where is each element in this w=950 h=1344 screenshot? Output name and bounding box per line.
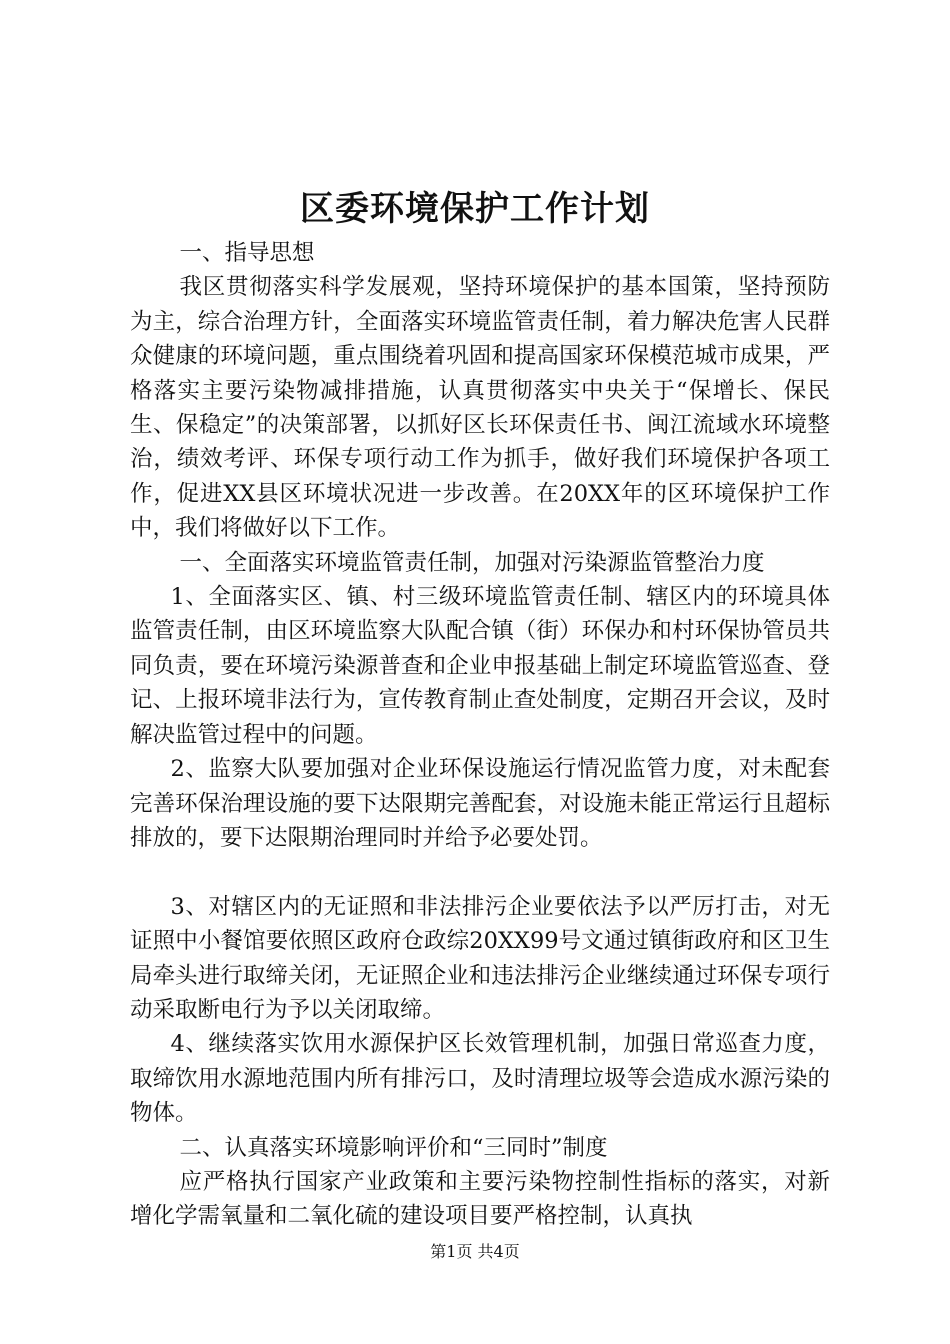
paragraph-item-2: 2、监察大队要加强对企业环保设施运行情况监管力度，对未配套完善环保治理设施的要下达限期完善配套，对设施未能正常运行且超标排放的，要下达限期治理同时并给予必要处罚。 xyxy=(130,756,830,851)
paragraph-eia: 应严格执行国家产业政策和主要污染物控制性指标的落实，对新增化学需氧量和二氧化硫的建设项目要严格控制，认真执 xyxy=(130,1168,830,1230)
blank-line xyxy=(130,855,830,889)
paragraph-guiding-ideology: 我区贯彻落实科学发展观，坚持环境保护的基本国策，坚持预防为主，综合治理方针，全面落实环境监管责任制，着力解决危害人民群众健康的环境问题，重点围绕着巩固和提高国家环保模范城市成果，严格落实主要污染物减排措施，认真贯彻落实中央关于“保增长、保民生、保稳定”的决策部署，以抓好区长环保责任书、闽江流域水环境整治，绩效考评、环保专项行动工作为抓手，做好我们环境保护各项工作，促进XX县区环境状况进一步改善。在20XX年的区环境保护工作中，我们将做好以下工作。 xyxy=(130,274,830,542)
section-heading-supervision: 一、全面落实环境监管责任制，加强对污染源监管整治力度 xyxy=(179,549,765,576)
paragraph-item-4: 4、继续落实饮用水源保护区长效管理机制，加强日常巡查力度，取缔饮用水源地范围内所有排污口，及时清理垃圾等会造成水源污染的物体。 xyxy=(130,1031,830,1127)
paragraph-item-1: 1、全面落实区、镇、村三级环境监管责任制、辖区内的环境具体监管责任制，由区环境监察大队配合镇（街）环保办和村环保协管员共同负责，要在环境污染源普查和企业申报基础上制定环境监管巡查、登记、上报环境非法行为，宣传教育制止查处制度，定期召开会议，及时解决监管过程中的问题。 xyxy=(130,584,830,748)
document-body xyxy=(130,236,830,1234)
section-heading-guiding-ideology: 一、指导思想 xyxy=(179,240,315,266)
section-heading-eia: 二、认真落实环境影响评价和“三同时”制度 xyxy=(179,1134,608,1161)
document-title: 区委环境保护工作计划 xyxy=(300,189,650,229)
paragraph-item-3: 3、对辖区内的无证照和非法排污企业要依法予以严厉打击，对无证照中小餐馆要依照区政府仓政综20XX99号文通过镇街政府和区卫生局牵头进行取缔关闭，无证照企业和违法排污企业继续通过环保专项行动采取断电行为予以关闭取缔。 xyxy=(130,893,830,1023)
page-footer: 第1页 共4页 xyxy=(430,1242,520,1261)
